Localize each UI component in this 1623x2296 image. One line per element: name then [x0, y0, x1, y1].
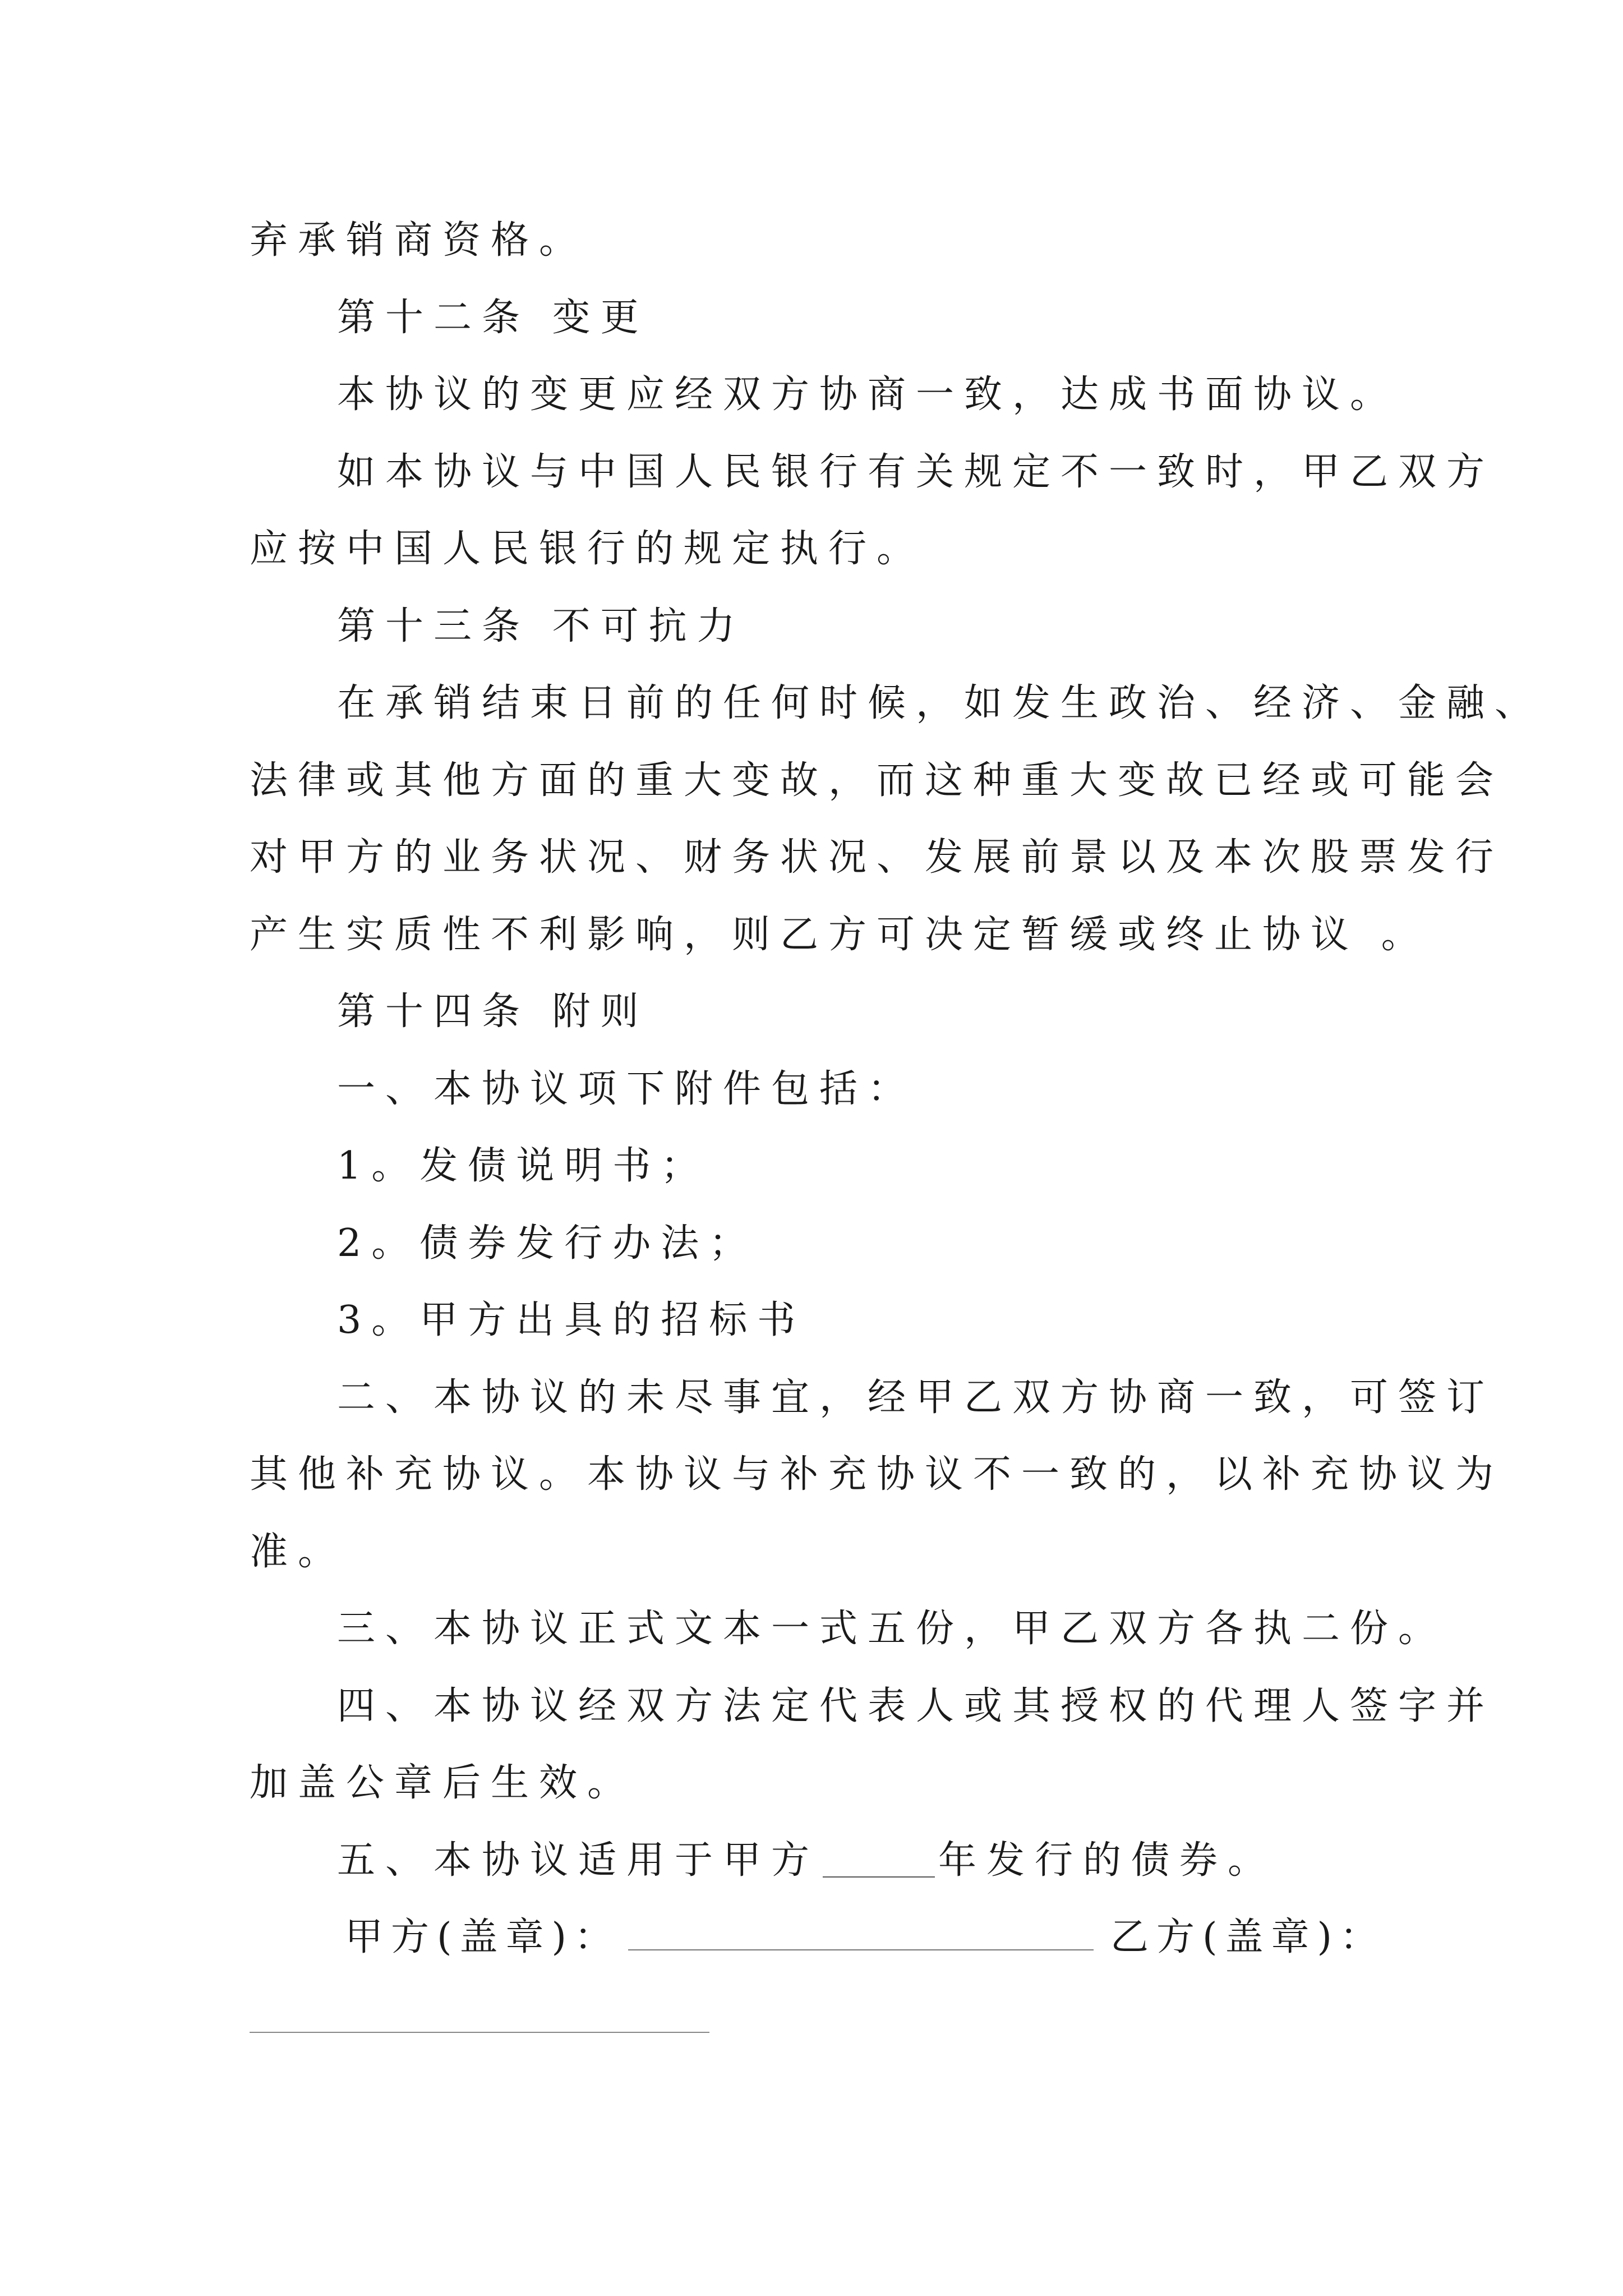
text-line: 一、本协议项下附件包括： — [337, 1066, 916, 1111]
party-a-signature-line — [628, 1949, 1094, 1950]
text-line: 本协议的变更应经双方协商一致，达成书面协议。 — [337, 372, 1399, 417]
text-line: 1。发债说明书； — [337, 1144, 709, 1188]
signature-underline — [250, 2032, 709, 2033]
text-line: 第十三条 不可抗力 — [337, 604, 745, 648]
clause-five-text-after: 年发行的债券。 — [938, 1838, 1276, 1883]
clause-five-text-before: 五、本协议适用于甲方 — [337, 1838, 820, 1883]
text-line: 应按中国人民银行的规定执行。 — [250, 527, 925, 571]
party-b-seal-label: 乙方(盖章)： — [1110, 1915, 1386, 1959]
text-line: 在承销结束日前的任何时候，如发生政治、经济、金融、 — [337, 681, 1543, 725]
text-line: 法律或其他方面的重大变故，而这种重大变故已经或可能会 — [250, 758, 1504, 803]
text-line: 如本协议与中国人民银行有关规定不一致时，甲乙双方 — [337, 449, 1495, 494]
text-line: 三、本协议正式文本一式五份，甲乙双方各执二份。 — [337, 1607, 1447, 1651]
text-line: 第十二条 变更 — [337, 295, 649, 340]
text-line: 二、本协议的未尽事宜，经甲乙双方协商一致，可签订 — [337, 1375, 1495, 1420]
text-line: 四、本协议经双方法定代表人或其授权的代理人签字并 — [337, 1683, 1495, 1728]
text-line: 其他补充协议。本协议与补充协议不一致的，以补充协议为 — [250, 1452, 1504, 1497]
text-line: 2。债券发行办法； — [337, 1221, 758, 1266]
text-line: 产生实质性不利影响，则乙方可决定暂缓或终止协议 。 — [250, 912, 1430, 957]
text-line: 第十四条 附则 — [337, 990, 649, 1034]
document-body — [250, 202, 1543, 1976]
text-line: 弃承销商资格。 — [250, 218, 588, 263]
text-line: 3。甲方出具的招标书 — [337, 1298, 806, 1342]
text-line: 对甲方的业务状况、财务状况、发展前景以及本次股票发行 — [250, 835, 1504, 880]
party-a-seal-label: 甲方(盖章)： — [345, 1915, 621, 1959]
text-line: 加盖公章后生效。 — [250, 1761, 636, 1805]
text-line: 准。 — [250, 1529, 347, 1574]
clause-five-line — [250, 1822, 1388, 1899]
year-blank-field — [823, 1837, 935, 1878]
signature-row — [250, 1899, 1388, 1976]
